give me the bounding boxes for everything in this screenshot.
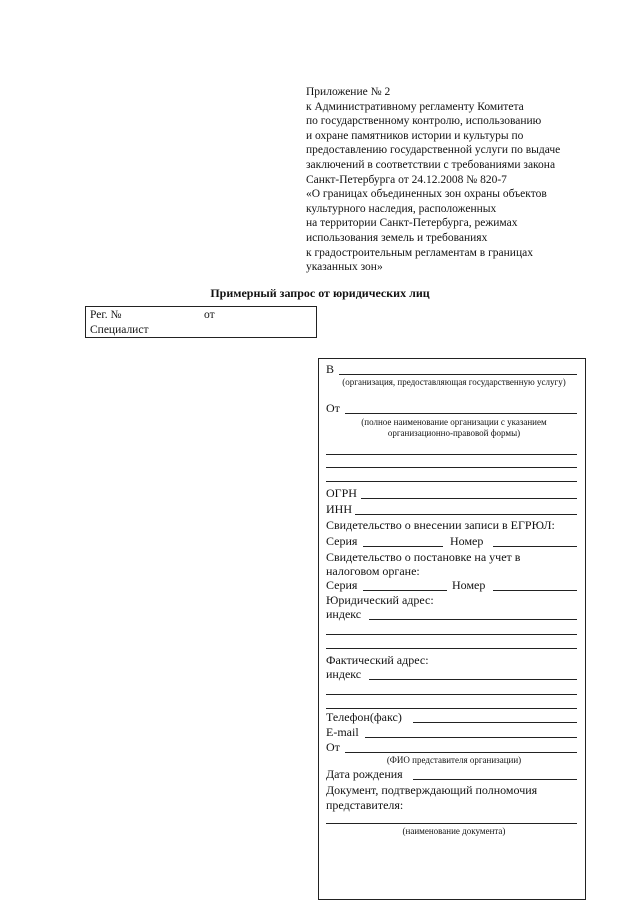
tax-label-cont: налоговом органе: <box>326 564 420 578</box>
authority-doc-label-cont: представителя: <box>326 798 404 812</box>
appendix-line: указанных зон» <box>306 261 383 274</box>
legal-address-line[interactable] <box>326 648 577 649</box>
rep-name-line[interactable] <box>345 752 577 753</box>
legal-index-line[interactable] <box>369 619 577 620</box>
authority-doc-line[interactable] <box>326 823 577 824</box>
tax-series-line[interactable] <box>363 590 447 591</box>
actual-address-label: Фактический адрес: <box>326 653 429 667</box>
egrul-series-label: Серия <box>326 534 358 548</box>
egrul-label: Свидетельство о внесении записи в ЕГРЮЛ: <box>326 518 555 532</box>
egrul-number-label: Номер <box>450 534 484 548</box>
appendix-line: на территории Санкт-Петербурга, режимах <box>306 217 518 230</box>
authority-doc-caption: (наименование документа) <box>402 826 506 836</box>
tax-number-label: Номер <box>452 578 486 592</box>
org-name-line[interactable] <box>326 467 577 468</box>
appendix-line: использования земель и требованиях <box>306 231 488 244</box>
birth-date-line[interactable] <box>413 779 577 780</box>
reg-date-label: от <box>204 309 215 321</box>
legal-index-label: индекс <box>326 607 362 621</box>
org-name-line[interactable] <box>326 454 577 455</box>
appendix-line: к Административному регламенту Комитета <box>306 100 524 113</box>
actual-address-line[interactable] <box>326 694 577 695</box>
request-form <box>318 358 586 900</box>
tax-label: Свидетельство о постановке на учет в <box>326 550 521 564</box>
appendix-line: Приложение № 2 <box>306 86 391 98</box>
appendix-line: Санкт-Петербурга от 24.12.2008 № 820-7 <box>306 173 507 186</box>
email-field-line[interactable] <box>365 737 577 738</box>
inn-label: ИНН <box>326 502 352 516</box>
phone-label: Телефон(факс) <box>326 710 402 724</box>
appendix-line: и охране памятников истории и культуры по <box>306 129 524 142</box>
actual-index-label: индекс <box>326 667 362 681</box>
authority-doc-label: Документ, подтверждающий полномочия <box>326 783 538 797</box>
appendix-line: к градостроительным регламентам в границах <box>306 246 533 259</box>
appendix-line: культурного наследия, расположенных <box>306 202 497 215</box>
appendix-line: предоставлению государственной услуги по выдаче <box>306 144 561 157</box>
inn-field-line[interactable] <box>355 514 577 515</box>
org-name-line[interactable] <box>326 481 577 482</box>
rep-from-label: От <box>326 740 340 754</box>
tax-series-label: Серия <box>326 578 358 592</box>
appendix-line: заключений в соответствии с требованиями закона <box>306 158 556 171</box>
specialist-label: Специалист <box>90 324 149 336</box>
from-label: От <box>326 401 340 415</box>
tax-number-line[interactable] <box>493 590 577 591</box>
reg-number-label: Рег. № <box>90 309 122 321</box>
birth-date-label: Дата рождения <box>326 767 403 781</box>
legal-address-line[interactable] <box>326 634 577 635</box>
appendix-header <box>306 85 606 275</box>
registration-box <box>85 306 317 338</box>
actual-address-line[interactable] <box>326 708 577 709</box>
ogrn-field-line[interactable] <box>361 498 577 499</box>
appendix-line: по государственному контролю, использованию <box>306 115 542 128</box>
egrul-number-line[interactable] <box>493 546 577 547</box>
actual-index-line[interactable] <box>369 679 577 680</box>
ogrn-label: ОГРН <box>326 486 357 500</box>
to-field-line[interactable] <box>339 374 577 375</box>
egrul-series-line[interactable] <box>363 546 443 547</box>
email-label: E-mail <box>326 725 359 739</box>
to-label: В <box>326 362 335 376</box>
from-field-line[interactable] <box>345 413 577 414</box>
phone-field-line[interactable] <box>413 722 577 723</box>
legal-address-label: Юридический адрес: <box>326 593 434 607</box>
from-caption: (полное наименование организации с указанием организационно-правовой формы) <box>361 417 547 438</box>
document-title: Примерный запрос от юридических лиц <box>210 286 430 300</box>
rep-caption: (ФИО представителя организации) <box>386 755 522 765</box>
appendix-line: «О границах объединенных зон охраны объектов <box>306 188 547 201</box>
to-caption: (организация, предоставляющая государственную услугу) <box>342 377 566 387</box>
